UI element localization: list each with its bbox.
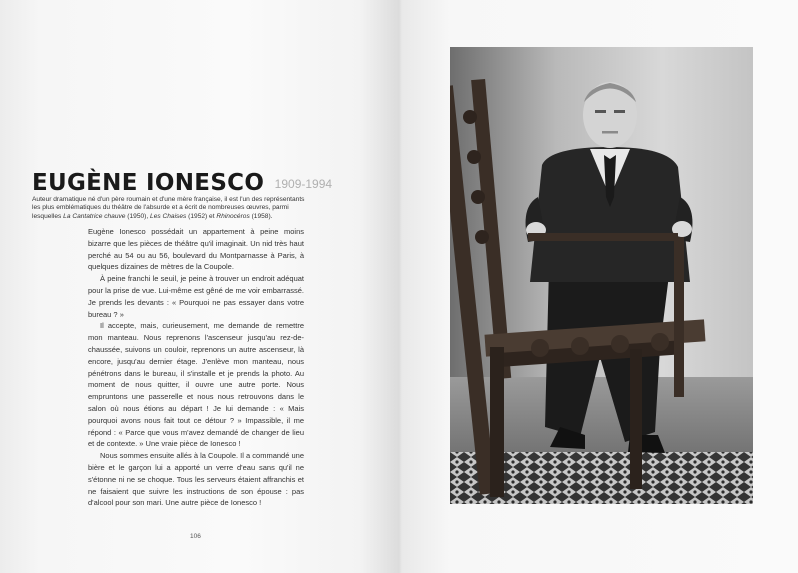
work-title: Rhinocéros xyxy=(216,212,250,220)
page-number: 106 xyxy=(190,533,201,540)
paragraph: Eugène Ionesco possédait un appartement à peine moins bizarre que les pièces de théâtre qu'il imaginait. Un nid très haut perché au 54 ou au 56, boulevard du Montparnasse à Paris, à quelques dizaines de mètres de la Coupole. xyxy=(88,227,304,272)
portrait-illustration xyxy=(450,47,753,504)
work-title: La Cantatrice chauve xyxy=(63,212,126,220)
paragraph: Il accepte, mais, curieusement, me demande de remettre mon manteau. Nous reprenons l'ascenseur jusqu'au rez-de-chaussée, suivons un couloir, reprenons un autre ascenseur, là encore, jusqu'au dernier étage. J'enlève mon manteau, nous pénétrons dans le bureau, il s'installe et je prends la photo. Au moment de nous quitter, il ouvre une autre porte. Nous empruntons une passerelle et nous nous retrouvons dans le salon où nous étions au départ ! Je lui demande : « Mais pourquoi avons nous fait tout ce détour ? » Impassible, il me répond : « Parce que vous m'avez demandé de changer de lieu et de contexte. » Une vraie pièce de Ionesco ! xyxy=(88,321,304,449)
intro-part: (1950), xyxy=(125,212,151,220)
intro-part: (1952) et xyxy=(186,212,217,220)
work-title: Les Chaises xyxy=(150,212,187,220)
title-row xyxy=(32,170,332,196)
page-title: EUGÈNE IONESCO xyxy=(32,170,265,196)
paragraph: À peine franchi le seuil, je peine à trouver un endroit adéquat pour la prise de vue. Lui-même est gêné de me voir embarrassé. Je prends les devants : « Pourquoi ne pas essayer dans votre bureau ? » xyxy=(88,274,304,319)
intro-text xyxy=(32,196,308,221)
body-text xyxy=(88,226,304,509)
intro-part: (1958). xyxy=(249,212,273,220)
right-page xyxy=(399,0,798,573)
portrait-photo xyxy=(450,47,753,504)
intro-part: Auteur dramatique né d'un père roumain et d'une mère française, il est l'un des représentants les plus emblématiques du théâtre de l'absurde et a écrit de nombreuses œuvres, parmi lesquelles xyxy=(32,196,305,220)
paragraph: Nous sommes ensuite allés à la Coupole. Il a commandé une bière et le garçon lui a apporté un verre d'eau sans qu'il ne s'étonne ni ne se choque. Tous les serveurs étaient affranchis et ne faisaient que suivre les instructions de son épouse : pas d'alcool pour son mari. Une autre pièce de Ionesco ! xyxy=(88,451,304,508)
life-dates: 1909-1994 xyxy=(274,177,333,191)
